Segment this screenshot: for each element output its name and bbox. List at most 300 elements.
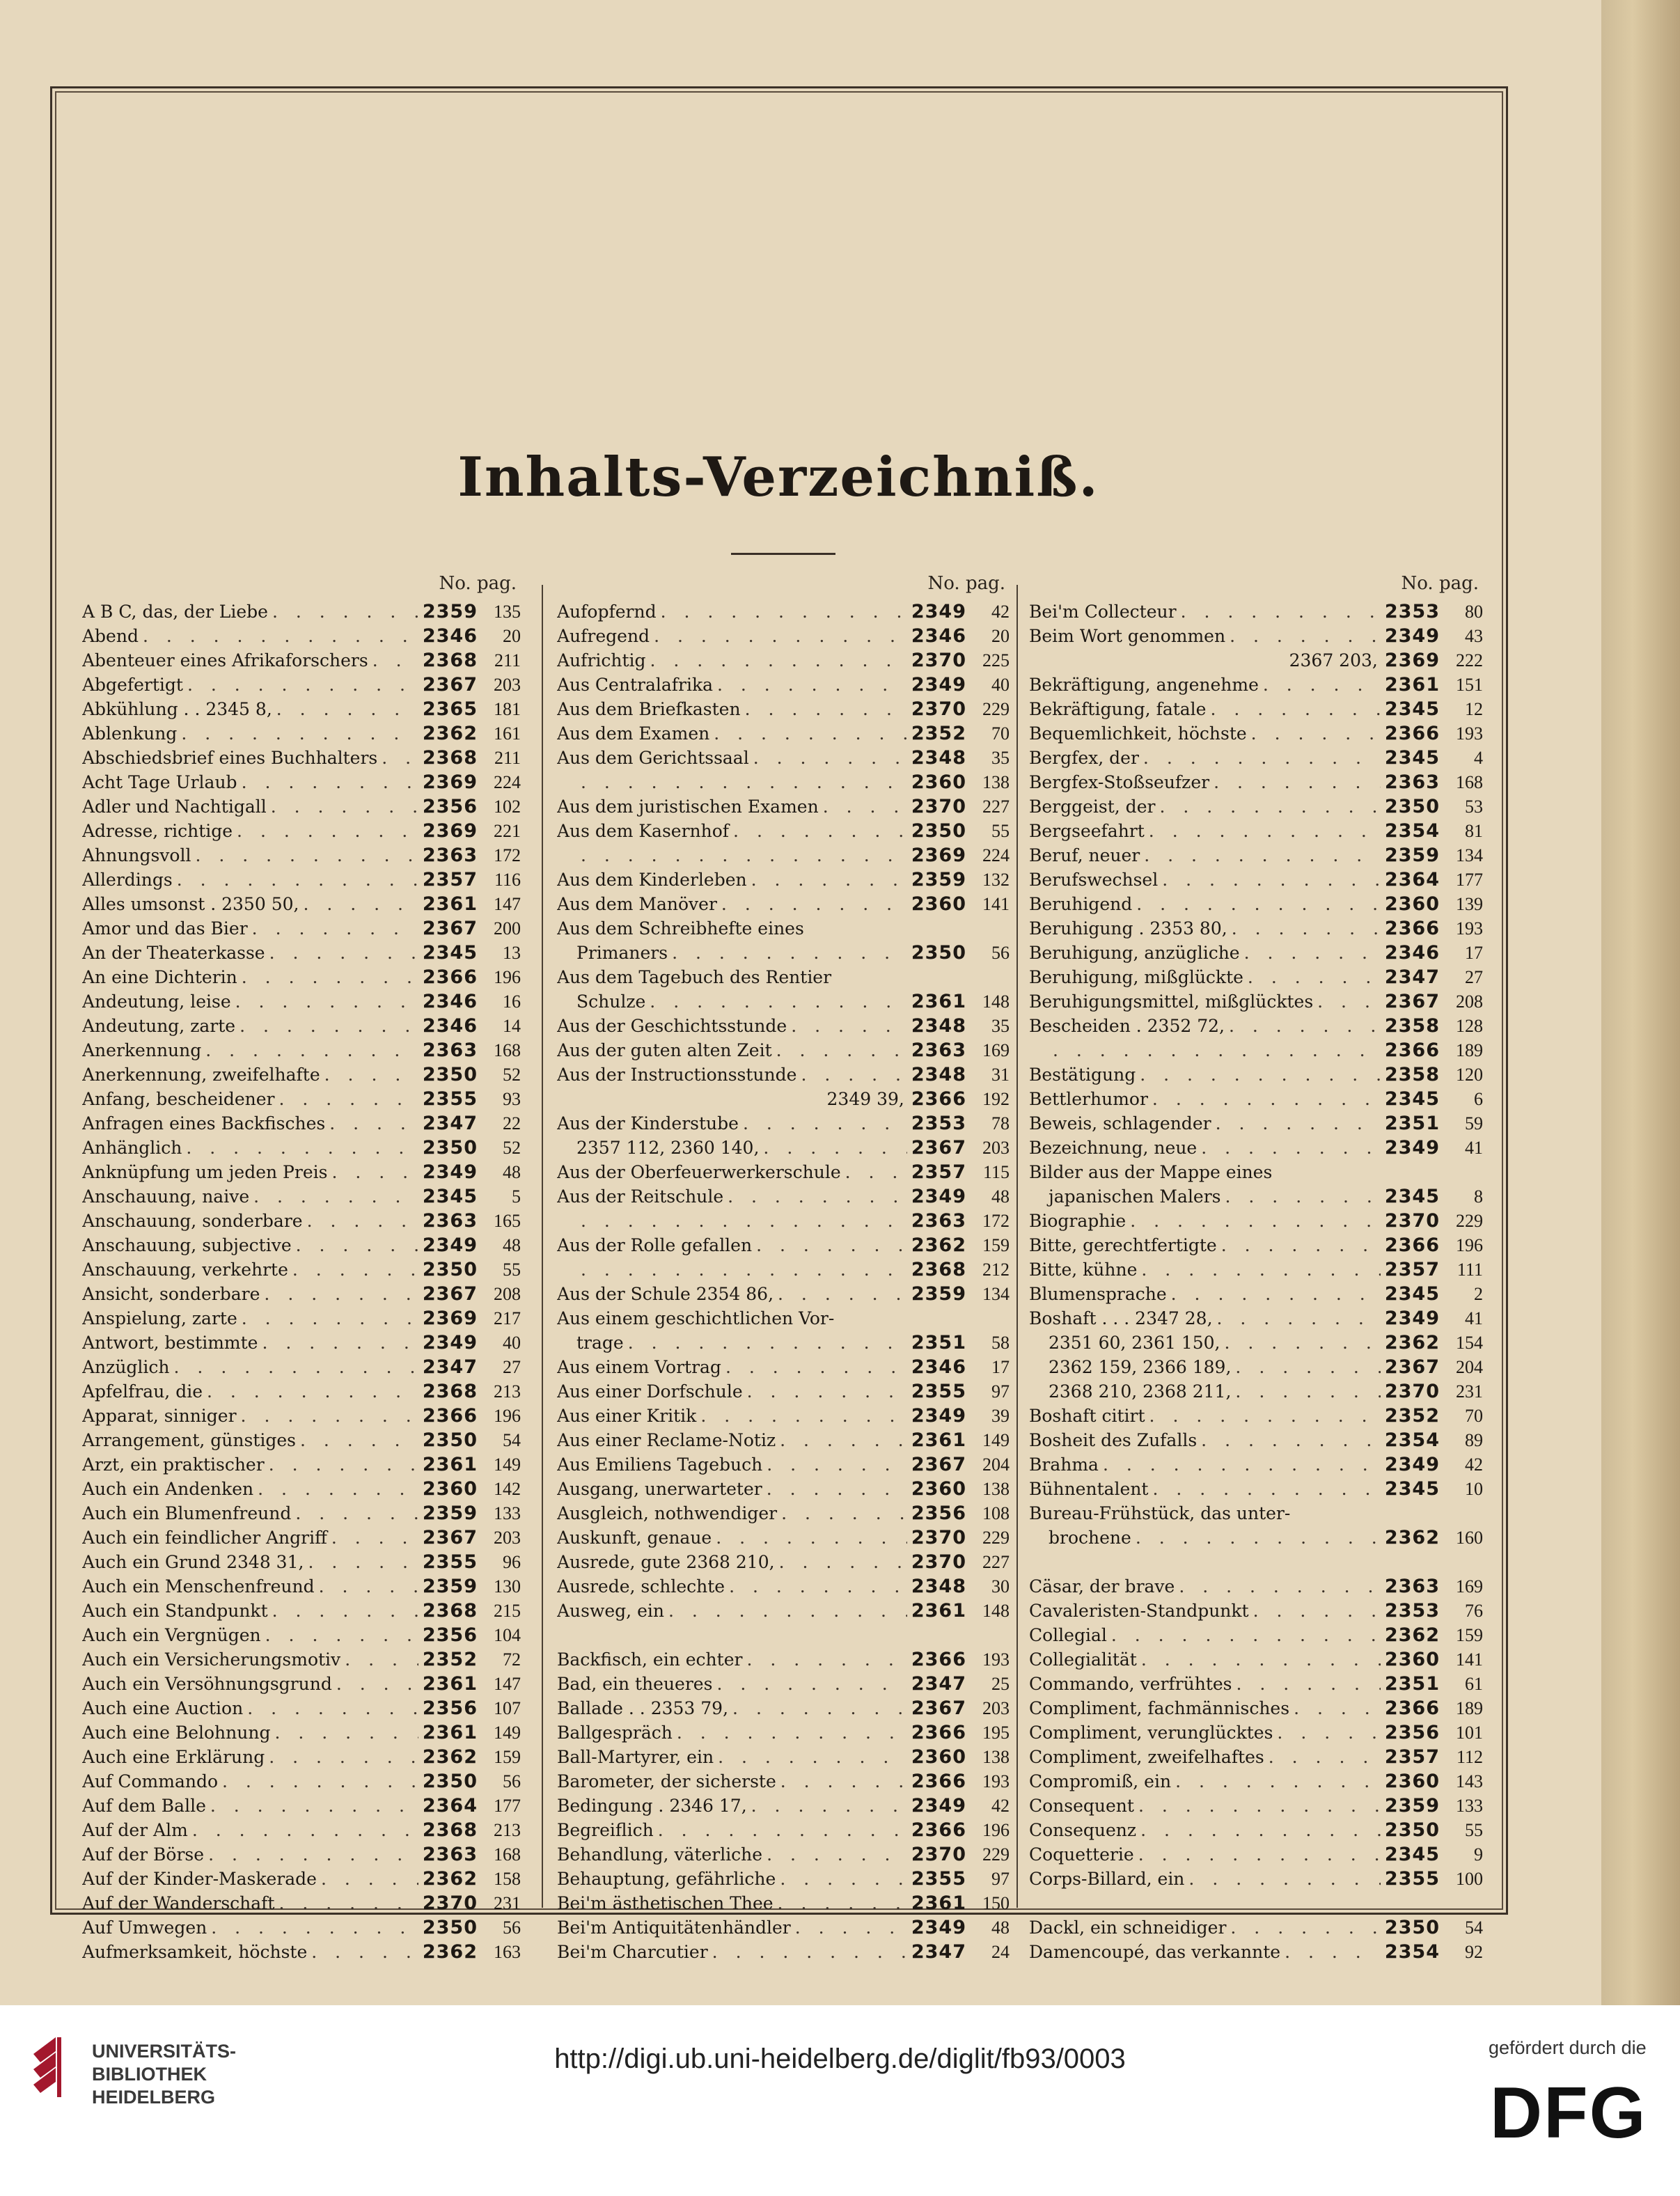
index-entry [82,916,521,941]
library-name-line: HEIDELBERG [92,2087,216,2108]
leader-dots [247,1696,418,1720]
page-number: 168 [494,1844,521,1865]
page-number: 112 [1456,1747,1483,1767]
leader-dots [581,1209,907,1233]
leader-dots [1179,1574,1381,1599]
index-entry [557,1233,1010,1257]
index-entry [557,1209,1010,1233]
issue-number: 2355 [422,1551,478,1573]
entry-title: Dackl, ein schneidiger [1029,1917,1227,1938]
leader-dots [1235,1355,1380,1379]
index-entry [1029,746,1483,770]
entry-title: Aus der Kinderstube [557,1113,739,1134]
issue-number: 2359 [422,1576,478,1597]
index-entry [1029,1062,1483,1087]
page-number: 56 [503,1771,521,1791]
entry-title: Auskunft, genaue [557,1528,712,1548]
index-entry [82,1696,521,1720]
page-number: 154 [1456,1333,1483,1353]
page-number: 97 [991,1869,1010,1889]
leader-dots [780,1867,907,1891]
issue-number: 2359 [911,869,966,891]
index-entry [557,1477,1010,1501]
entry-title: Cavaleristen-Standpunkt [1029,1601,1249,1621]
index-entry [82,648,521,673]
leader-dots [733,819,907,843]
issue-number: 2359 [911,1283,966,1305]
issue-number: 2354 [1384,820,1440,842]
entry-title: Abenteuer eines Afrikaforschers [82,650,368,670]
entry-title: Apfelfrau, die [82,1381,203,1402]
entry-title: Anerkennung [82,1040,202,1060]
index-entry [557,843,1010,868]
entry-title: Anhänglich [82,1138,182,1158]
page-number: 148 [982,1601,1010,1621]
issue-number: 2349 [911,601,966,622]
issue-number: 2363 [422,1844,478,1865]
funding-caption: gefördert durch die [1489,2037,1647,2058]
issue-number: 2360 [1384,1771,1440,1792]
index-entry [557,1087,1010,1111]
leader-dots [1053,1038,1381,1062]
index-entry [82,1062,521,1087]
index-entry [1029,1184,1483,1209]
issue-number: 2368 [911,1259,966,1280]
index-entry [1029,1160,1483,1184]
issue-number: 2356 [422,1624,478,1646]
page-number: 211 [494,748,521,768]
entry-title: Berggeist, der [1029,797,1156,817]
issue-number: 2366 [911,1819,966,1841]
issue-number: 2362 [422,1746,478,1768]
entry-title: Auf der Alm [82,1820,188,1840]
index-entry [1029,868,1483,892]
leader-dots [721,892,907,916]
index-entry [557,697,1010,721]
entry-title: Ballade . . 2353 79, [557,1698,729,1718]
entry-title: Arrangement, günstiges [82,1430,297,1450]
issue-number: 2355 [422,1088,478,1110]
leader-dots [382,746,418,770]
leader-dots [1140,1062,1381,1087]
page-number: 193 [1456,723,1483,744]
index-entry [82,1501,521,1526]
issue-number: 2370 [1384,1210,1440,1232]
leader-dots [751,1794,907,1818]
index-entry [1029,673,1483,697]
page-number: 204 [982,1454,1010,1475]
index-entry [82,1306,521,1331]
index-entry [82,1404,521,1428]
library-name-line: BIBLIOTHEK [92,2064,207,2085]
index-entry [1029,1111,1483,1136]
entry-title: 2349 39, [826,1089,904,1109]
entry-title: Anspielung, zarte [82,1308,237,1328]
index-spacer [557,1623,1010,1647]
index-column-1 [82,567,521,1963]
index-entry [1029,1038,1483,1062]
leader-dots [714,721,907,746]
index-entry [82,843,521,868]
issue-number: 2370 [911,650,966,671]
page-number: 159 [1456,1625,1483,1645]
issue-number: 2360 [1384,1649,1440,1670]
leader-dots [661,599,907,624]
page-number: 204 [1456,1357,1483,1377]
leader-dots [581,770,907,794]
index-entry [82,721,521,746]
dfg-logo-text: DFG [1490,2073,1647,2150]
entry-title: Corps-Billard, ein [1029,1869,1185,1889]
entry-title: Aus dem Examen [557,723,710,744]
leader-dots [278,1087,418,1111]
page-number: 70 [1465,1406,1483,1426]
index-entry [82,624,521,648]
index-entry [1029,1818,1483,1842]
page-number: 14 [503,1016,521,1036]
index-entry [82,1331,521,1355]
index-entry [1029,819,1483,843]
entry-title: Bilder aus der Mappe eines [1029,1162,1273,1182]
index-entry [82,1794,521,1818]
leader-dots [331,1160,418,1184]
issue-number: 2351 [1384,1673,1440,1695]
entry-title: Consequenz [1029,1820,1137,1840]
leader-dots [292,1257,418,1282]
entry-title: Behandlung, väterliche [557,1844,763,1865]
page-number: 200 [494,918,521,939]
issue-number: 2349 [1384,625,1440,647]
page-number: 17 [991,1357,1010,1377]
page-number: 54 [503,1430,521,1450]
index-entry [1029,1720,1483,1745]
entry-title: Boshaft . . . 2347 28, [1029,1308,1213,1328]
page-number: 40 [991,675,1010,695]
page-number: 41 [1465,1138,1483,1158]
issue-number: 2359 [422,601,478,622]
issue-number: 2346 [1384,942,1440,964]
leader-dots [241,1404,418,1428]
page-number: 12 [1465,699,1483,719]
entry-title: Abend [82,626,139,646]
entry-title: Anschauung, sonderbare [82,1211,303,1231]
page-number: 92 [1465,1942,1483,1962]
page-number: 196 [1456,1235,1483,1255]
entry-title: Arzt, ein praktischer [82,1454,265,1475]
leader-dots [329,1111,418,1136]
entry-title: Aus dem Kasernhof [557,821,730,841]
leader-dots [1235,1379,1380,1404]
leader-dots [763,1136,906,1160]
page-number: 20 [503,626,521,646]
issue-number: 2355 [1384,1868,1440,1890]
entry-title: Aus der Reitschule [557,1186,724,1207]
entry-title: Boshaft citirt [1029,1406,1145,1426]
issue-number: 2356 [911,1503,966,1524]
leader-dots [296,1233,418,1257]
issue-number: 2361 [911,1600,966,1622]
page-number: 96 [503,1552,521,1572]
issue-number: 2347 [1384,966,1440,988]
entry-title: Bei'm Antiquitätenhändler [557,1917,791,1938]
issue-number: 2369 [422,1308,478,1329]
issue-number: 2368 [422,1600,478,1622]
leader-dots [650,989,907,1014]
issue-number: 2358 [1384,1064,1440,1085]
page-title: Inhalts-Verzeichniß. [457,446,1099,509]
index-entry [1029,1379,1483,1404]
entry-title: Blumensprache [1029,1284,1167,1304]
index-entry [82,1940,521,1964]
leader-dots [1144,843,1381,868]
leader-dots [747,1379,907,1404]
issue-number: 2362 [422,1868,478,1890]
index-entry [1029,1428,1483,1452]
entry-title: Aus Emiliens Tagebuch [557,1454,763,1475]
entry-title: Behauptung, gefährliche [557,1869,776,1889]
entry-title: Auf der Börse [82,1844,205,1865]
issue-number: 2368 [422,747,478,769]
index-entry [1029,1452,1483,1477]
index-entry [82,794,521,819]
issue-number: 2367 [1384,991,1440,1012]
index-entry [557,1915,1010,1940]
issue-number: 2351 [911,1332,966,1354]
issue-number: 2363 [911,1210,966,1232]
leader-dots [1229,1014,1381,1038]
issue-number: 2366 [1384,723,1440,744]
issue-number: 2370 [911,1527,966,1548]
page-number: 213 [494,1381,521,1402]
leader-dots [321,1867,418,1891]
entry-title: An eine Dichterin [82,967,237,987]
index-entry [557,794,1010,819]
page-number: 48 [991,1186,1010,1207]
leader-dots [779,1550,907,1574]
leader-dots [1159,794,1380,819]
index-entry [82,1574,521,1599]
index-entry [557,624,1010,648]
index-entry [1029,892,1483,916]
entry-title: Apparat, sinniger [82,1406,237,1426]
page-number: 147 [494,1674,521,1694]
page-number: 108 [982,1503,1010,1523]
issue-number: 2347 [911,1673,966,1695]
entry-title: Anfragen eines Backfisches [82,1113,326,1134]
entry-title: Aus einer Dorfschule [557,1381,743,1402]
page-number: 221 [494,821,521,841]
entry-title: Auch eine Belohnung [82,1723,271,1743]
index-entry [557,1745,1010,1769]
leader-dots [1188,1867,1380,1891]
index-entry [82,1526,521,1550]
index-entry [1029,1769,1483,1794]
leader-dots [767,1842,907,1867]
page-number: 22 [503,1113,521,1134]
leader-dots [1269,1745,1381,1769]
issue-number: 2368 [422,1819,478,1841]
issue-number: 2366 [1384,1234,1440,1256]
entry-title: Acht Tage Urlaub [82,772,237,792]
issue-number: 2357 [1384,1259,1440,1280]
leader-dots [319,1574,418,1599]
document-url-link[interactable]: http://digi.ub.uni-heidelberg.de/diglit/fb93/0003 [554,2044,1126,2074]
page-number: 10 [1465,1479,1483,1499]
leader-dots [269,941,418,965]
issue-number: 2355 [911,1381,966,1402]
index-entry [1029,989,1483,1014]
issue-number: 2350 [1384,796,1440,817]
issue-number: 2361 [422,1454,478,1475]
page-number: 227 [982,797,1010,817]
leader-dots [237,819,418,843]
index-entry [557,868,1010,892]
entry-title: Collegialität [1029,1649,1137,1670]
index-entry [82,1623,521,1647]
leader-dots [272,1599,418,1623]
issue-number: 2350 [422,1064,478,1085]
issue-number: 2345 [422,942,478,964]
entry-title: Auch ein Versöhnungsgrund [82,1674,332,1694]
entry-title: Aus der Rolle gefallen [557,1235,753,1255]
index-entry [557,1696,1010,1720]
page-number: 61 [1465,1674,1483,1694]
leader-dots [1253,1599,1381,1623]
issue-number: 2349 [911,674,966,696]
issue-number: 2370 [911,1551,966,1573]
page-number: 177 [1456,870,1483,890]
index-entry [1029,794,1483,819]
page-number: 31 [991,1065,1010,1085]
page-number: 172 [494,845,521,865]
leader-dots [311,1940,418,1964]
entry-title: Bei'm ästhetischen Thee [557,1893,774,1913]
entry-title: Auf der Kinder-Maskerade [82,1869,317,1889]
entry-title: Auch ein feindlicher Angriff [82,1528,327,1548]
leader-dots [143,624,418,648]
issue-number: 2357 [911,1161,966,1183]
entry-title: Aus der Schule 2354 86, [557,1284,774,1304]
leader-dots [1140,1818,1381,1842]
leader-dots [700,1404,907,1428]
entry-title: Ausgleich, nothwendiger [557,1503,778,1523]
leader-dots [716,1526,907,1550]
leader-dots [1141,1257,1380,1282]
page-number: 41 [1465,1308,1483,1328]
entry-title: Beruhigung, anzügliche [1029,943,1240,963]
page-number: 195 [982,1723,1010,1743]
leader-dots [1201,1428,1381,1452]
entry-title: Ahnungsvoll [82,845,191,865]
entry-title: Aus dem Briefkasten [557,699,741,719]
leader-dots [235,989,418,1014]
index-entry [1029,1306,1483,1331]
leader-dots [1277,1720,1380,1745]
leader-dots [208,1842,418,1867]
page-number: 8 [1474,1186,1483,1207]
leader-dots [717,673,907,697]
leader-dots [276,697,418,721]
leader-dots [1244,941,1381,965]
page-number: 158 [494,1869,521,1889]
entry-title: Aus dem juristischen Examen [557,797,819,817]
page-number: 224 [494,772,521,792]
page-number: 78 [991,1113,1010,1134]
issue-number: 2370 [911,1844,966,1865]
leader-dots [581,1257,907,1282]
issue-number: 2349 [1384,1454,1440,1475]
issue-number: 2346 [911,1356,966,1378]
issue-number: 2347 [911,1941,966,1963]
issue-number: 2361 [1384,674,1440,696]
adjacent-page-edge [1601,0,1680,2005]
issue-number: 2367 [1384,1356,1440,1378]
issue-number: 2350 [1384,1917,1440,1938]
index-entry [82,1891,521,1915]
issue-number: 2350 [911,942,966,964]
entry-title: Aufopfernd [557,602,657,622]
leader-dots [729,1574,907,1599]
issue-number: 2349 [1384,1308,1440,1329]
issue-number: 2346 [422,991,478,1012]
entry-title: Ballgespräch [557,1723,673,1743]
leader-dots [1143,746,1381,770]
page-number: 138 [982,1479,1010,1499]
entry-title: Brahma [1029,1454,1099,1475]
entry-title: Bitte, gerechtfertigte [1029,1235,1217,1255]
leader-dots [1216,1111,1381,1136]
entry-title: Anschauung, subjective [82,1235,292,1255]
entry-title: Berufswechsel [1029,870,1159,890]
page-number: 116 [494,870,521,890]
title-rule [731,553,835,555]
page-number: 135 [494,602,521,622]
issue-number: 2349 [422,1161,478,1183]
issue-number: 2350 [422,1771,478,1792]
page-number: 55 [503,1260,521,1280]
index-entry [1029,1355,1483,1379]
issue-number: 2363 [1384,1576,1440,1597]
index-entry [1029,1915,1483,1940]
index-entry [557,1355,1010,1379]
leader-dots [1201,1136,1381,1160]
page-number: 203 [494,675,521,695]
column-separator [542,585,543,1908]
leader-dots [211,1915,418,1940]
index-entry [1029,1209,1483,1233]
entry-title: Beweis, schlagender [1029,1113,1211,1134]
page-number: 58 [991,1333,1010,1353]
entry-title: An der Theaterkasse [82,943,265,963]
leader-dots [181,721,418,746]
entry-title: Collegial [1029,1625,1107,1645]
leader-dots [1111,1623,1381,1647]
index-entry [1029,1599,1483,1623]
issue-number: 2362 [911,1234,966,1256]
page-number: 213 [494,1820,521,1840]
leader-dots [195,843,418,868]
leader-dots [778,1282,907,1306]
index-entry [557,1379,1010,1404]
index-entry [82,1111,521,1136]
index-entry [1029,1574,1483,1599]
index-entry [1029,916,1483,941]
index-entry [82,1452,521,1477]
index-entry [1029,1014,1483,1038]
leader-dots [1230,624,1381,648]
index-entry [1029,599,1483,624]
leader-dots [823,794,907,819]
